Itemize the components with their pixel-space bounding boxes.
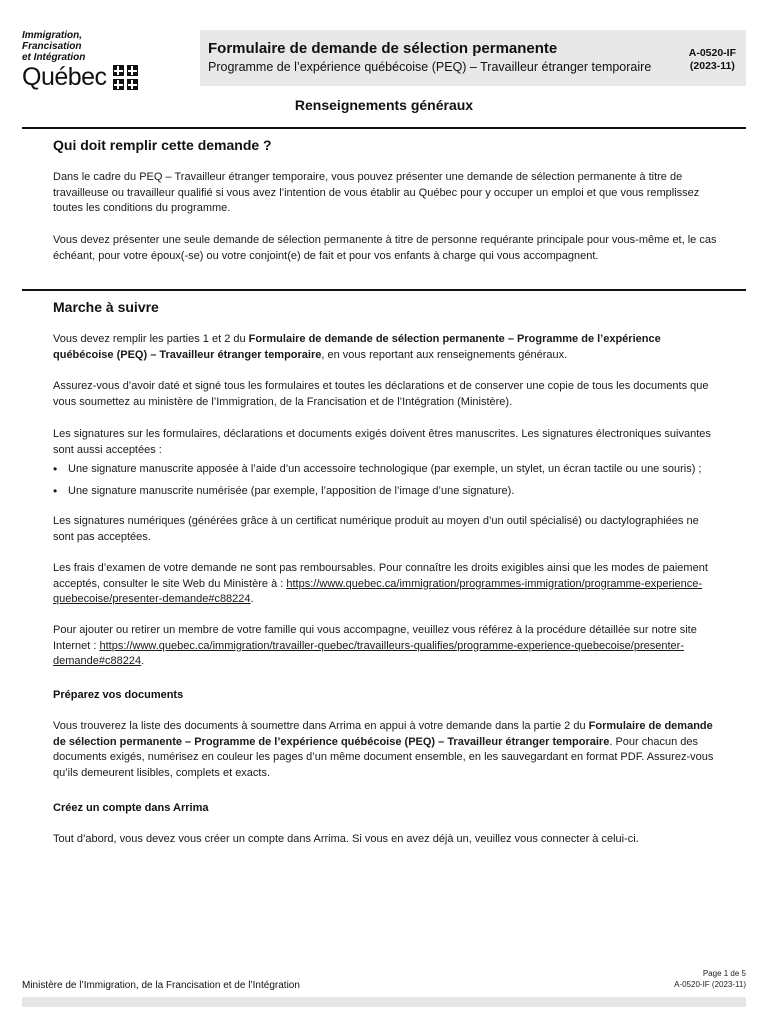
form-number: A-0520-IF — [688, 47, 736, 59]
section-title: Renseignements généraux — [294, 97, 474, 113]
subheading-create-account: Créez un compte dans Arrima — [53, 802, 209, 814]
form-date: (2023-11) — [689, 60, 735, 72]
quebec-logo — [22, 30, 192, 90]
paragraph: Les signatures numériques (générées grâce à un certificat numérique produit au moyen d’un outil spécialisé) ou dactylographiées ne sont pas acceptées. — [53, 515, 699, 543]
paragraph: Les signatures sur les formulaires, déclarations et documents exigés doivent êtres manuscrites. Les signatures électroniques suivantes sont aussi acceptées : — [53, 428, 711, 456]
page-number — [674, 968, 746, 990]
paragraph: Vous devez remplir les parties 1 et 2 du Formulaire de demande de sélection permanente – Programme de l’expérience québécoise (PEQ) – Travailleur étranger temporaire, en vous reportant aux renseignements généraux. — [53, 333, 661, 361]
paragraph: Dans le cadre du PEQ – Travailleur étranger temporaire, vous pouvez présenter une demande de sélection permanente à titre de travailleuse ou travailleur qualifié si vous avez l’intention de vous établir au Québec pour y occuper un emploi et que vous remplissez toutes les conditions du programme. — [53, 171, 700, 214]
signature-list — [53, 462, 717, 505]
logo-line-2: Francisation — [22, 41, 82, 52]
paragraph: Tout d’abord, vous devez vous créer un compte dans Arrima. Si vous en avez déjà un, veuillez vous connecter à celui-ci. — [53, 833, 639, 845]
divider — [22, 289, 746, 291]
list-item: • Une signature manuscrite numérisée (par exemple, l’apposition de l’image d’une signature). — [53, 484, 717, 500]
paragraph: Les frais d’examen de votre demande ne sont pas remboursables. Pour connaître les droits exigibles ainsi que les modes de paiement acceptés, consulter le site Web du Ministère à : https://www.quebec.ca/immigration/programmes-immigration/programme-experience-quebecoise/presenter-demande#c88224. — [53, 562, 708, 605]
footer-bar — [22, 997, 746, 1007]
list-item: • Une signature manuscrite apposée à l’aide d’un accessoire technologique (par exemple, un stylet, un écran tactile ou une souris) ; — [53, 462, 717, 478]
form-subtitle: Programme de l’expérience québécoise (PEQ) – Travailleur étranger temporaire — [208, 60, 652, 74]
heading-who-must-fill: Qui doit remplir cette demande ? — [53, 137, 272, 153]
logo-line-1: Immigration, — [22, 30, 83, 41]
form-code — [689, 47, 736, 73]
logo-wordmark — [22, 63, 192, 90]
logo-line-3: et Intégration — [22, 52, 86, 63]
paragraph: Vous devez présenter une seule demande de sélection permanente à titre de personne requérante principale pour vous-même et, le cas échéant, pour votre époux(-se) ou votre conjoint(e) de fait et pour vos enfants à charge qui vous accompagnent. — [53, 234, 717, 262]
paragraph: Assurez-vous d’avoir daté et signé tous les formulaires et toutes les déclarations et de conserver une copie de tous les documents que vous soumettez au ministère de l’Immigration, de la Francisation et de l’Intégration (Ministère). — [53, 380, 709, 408]
footer-ministry: Ministère de l’Immigration, de la Francisation et de l’Intégration — [22, 980, 300, 991]
subheading-prepare-documents: Préparez vos documents — [53, 689, 184, 701]
fees-link[interactable]: https://www.quebec.ca/immigration/programmes-immigration/programme-experience-quebecoise/presenter-demande#c88224 — [53, 577, 703, 605]
logo-word: Québec — [22, 62, 107, 91]
paragraph: Pour ajouter ou retirer un membre de votre famille qui vous accompagne, veuillez vous référez à la procédure détaillée sur notre site Internet : https://www.quebec.ca/immigration/travailler-quebec/travailleurs-qualifies/programme-experience-quebecoise/presenter-demande#c88224. — [53, 624, 697, 667]
divider — [22, 127, 746, 129]
heading-procedure: Marche à suivre — [53, 299, 159, 315]
family-member-link[interactable]: https://www.quebec.ca/immigration/travailler-quebec/travailleurs-qualifies/programme-experience-quebecoise/presenter-demande#c88224 — [53, 639, 684, 667]
form-title: Formulaire de demande de sélection permanente — [208, 40, 558, 57]
footer-form-code: A-0520-IF (2023-11) — [674, 980, 746, 989]
page-indicator: Page 1 de 5 — [702, 969, 746, 978]
fleurdelise-flag-icon — [113, 65, 138, 90]
paragraph: Vous trouverez la liste des documents à soumettre dans Arrima en appui à votre demande dans la partie 2 du Formulaire de demande de sélection permanente – Programme de l’expérience québécoise (PEQ) – Travailleur étranger temporaire. Pour chacun des documents exigés, numérisez en couleur les pages d’un même document ensemble, en les sauvegardant en format PDF. Assurez-vous qu’ils demeurent lisibles, complets et exacts. — [53, 720, 714, 779]
form-title-box — [200, 30, 746, 86]
